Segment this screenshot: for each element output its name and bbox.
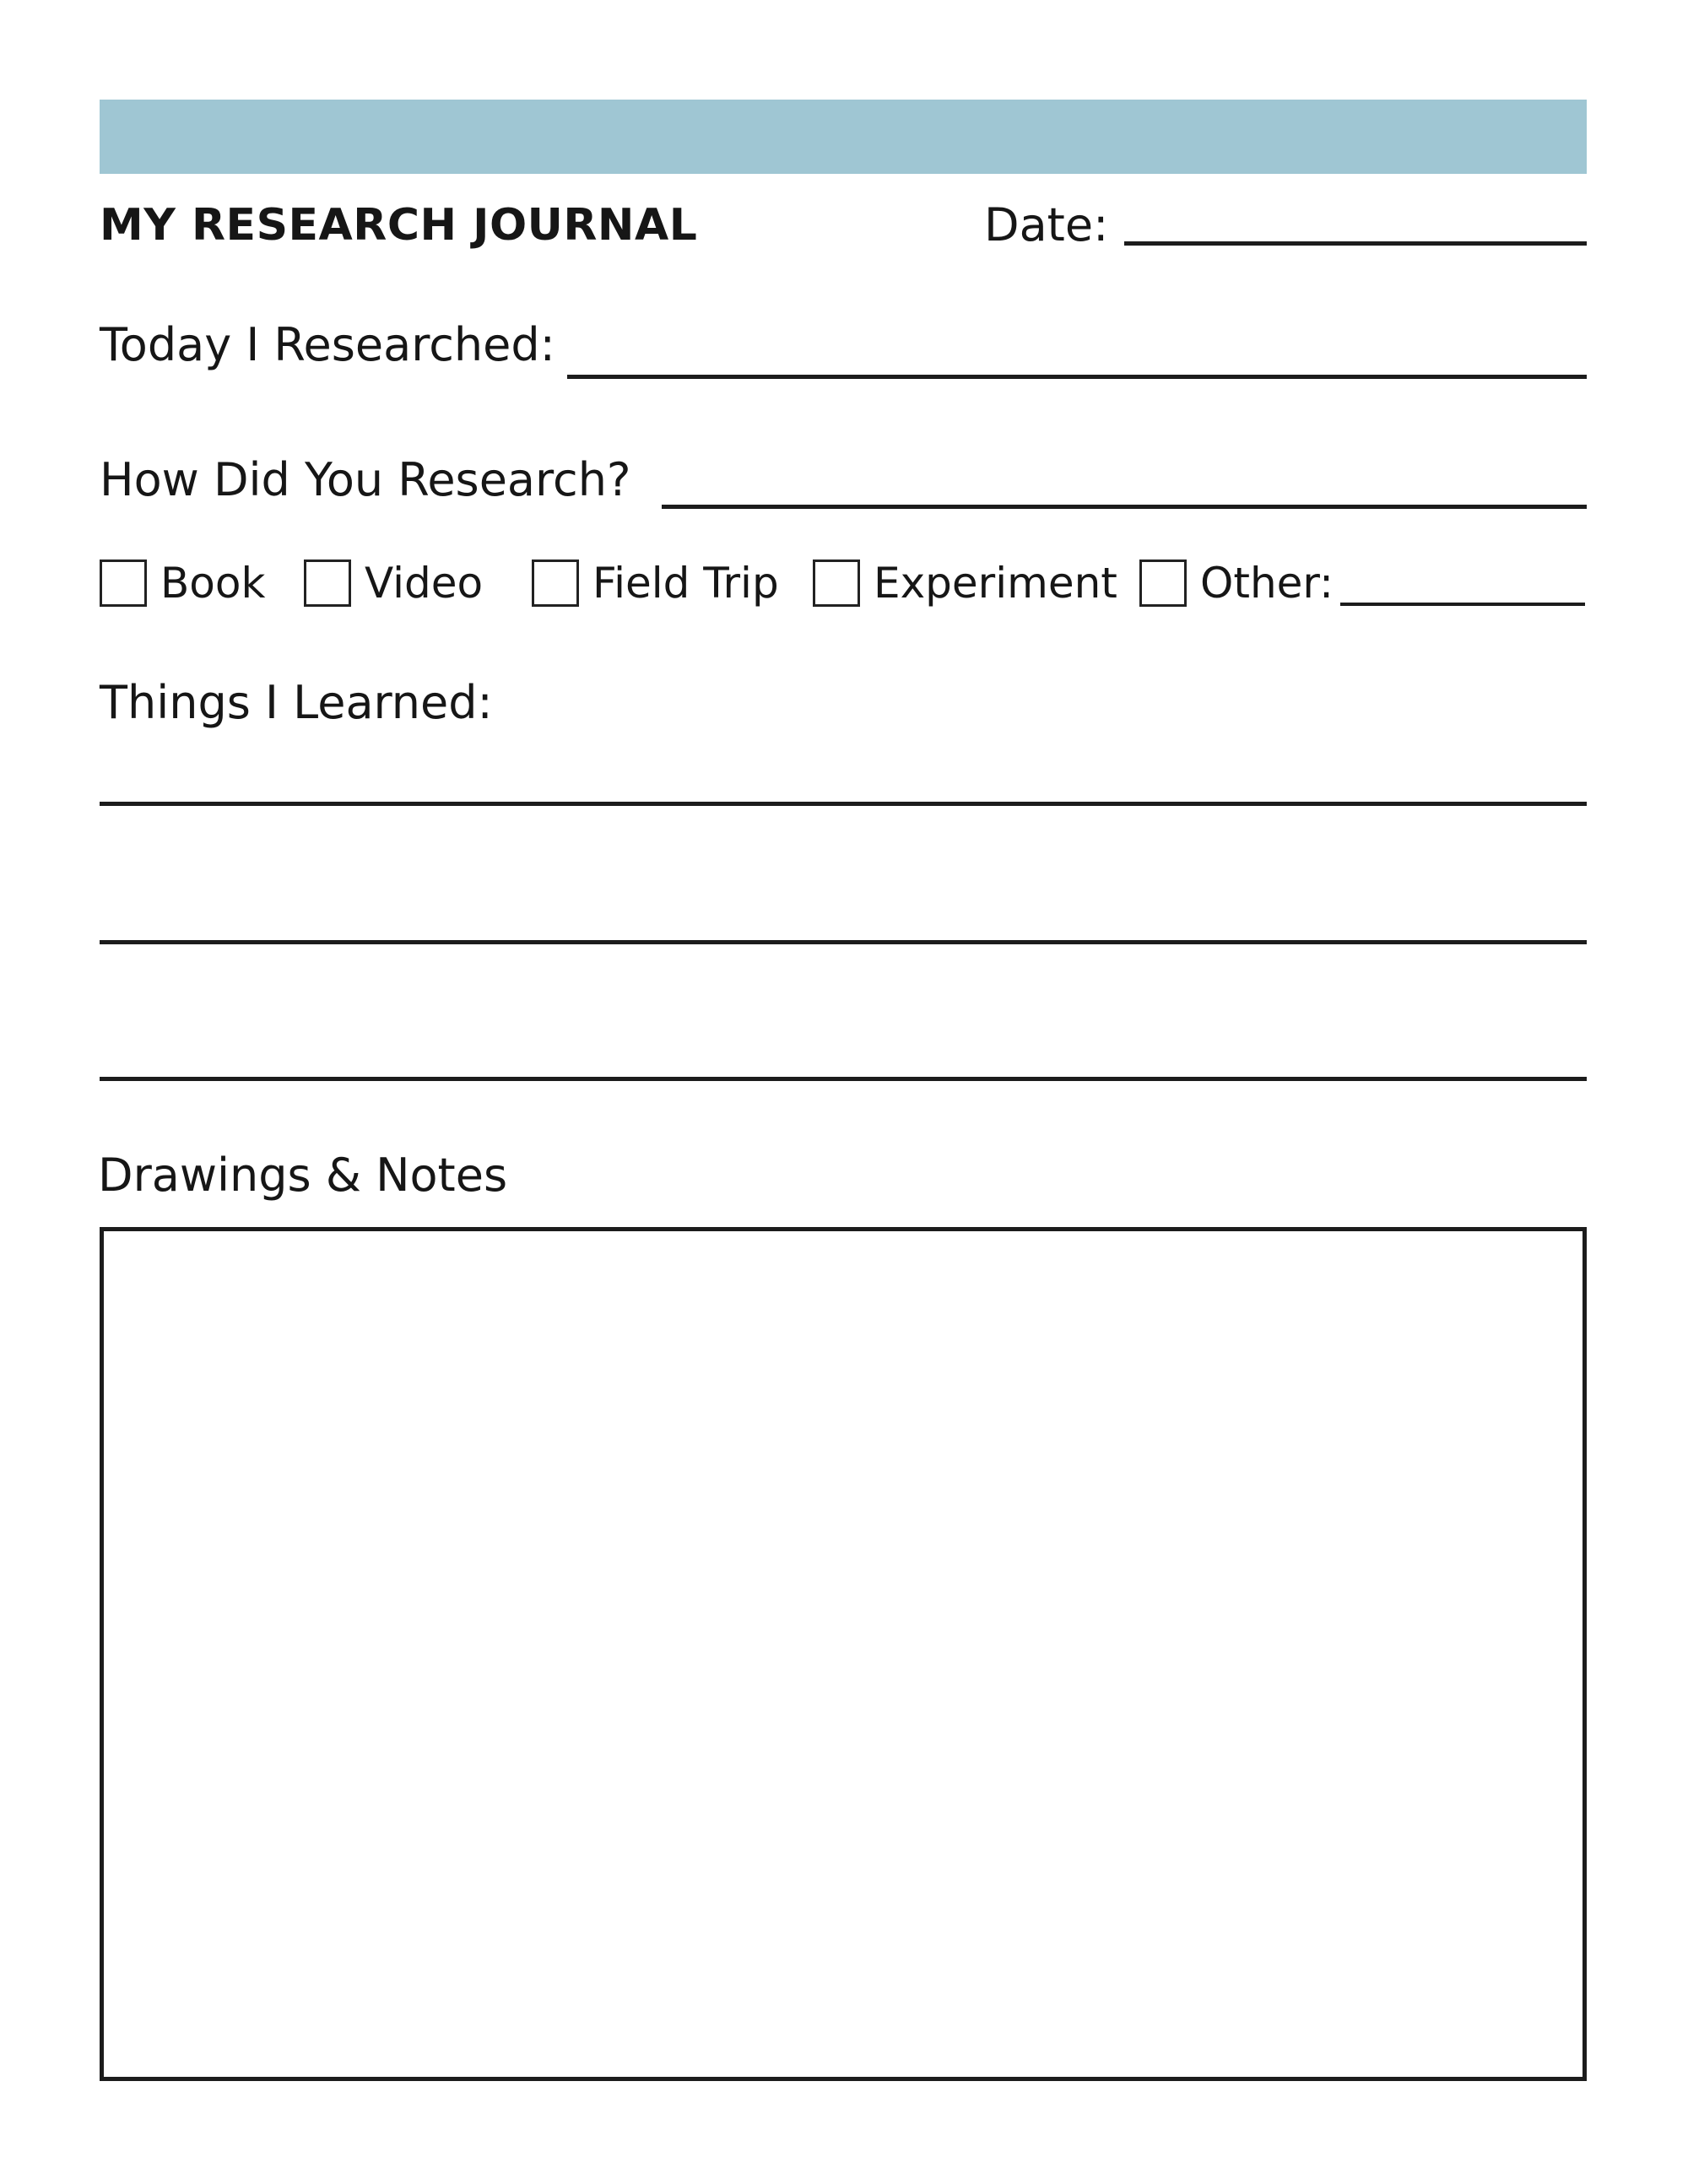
things-learned-label: Things I Learned:: [100, 676, 493, 729]
how-researched-label: How Did You Research?: [100, 453, 631, 506]
how-researched-field[interactable]: [662, 505, 1587, 509]
learned-line[interactable]: [100, 1077, 1587, 1081]
other-label: Other:: [1200, 559, 1334, 608]
book-checkbox[interactable]: [100, 560, 147, 607]
date-label: Date:: [984, 198, 1109, 251]
other-field[interactable]: [1340, 603, 1585, 606]
experiment-label: Experiment: [874, 559, 1117, 608]
option-experiment[interactable]: [813, 557, 1117, 609]
field-trip-label: Field Trip: [592, 559, 779, 608]
today-researched-field[interactable]: [567, 375, 1587, 379]
other-checkbox[interactable]: [1139, 560, 1187, 607]
option-video[interactable]: [304, 557, 483, 609]
drawings-notes-label: Drawings & Notes: [98, 1149, 508, 1202]
date-field[interactable]: [1124, 241, 1587, 246]
page-title: MY RESEARCH JOURNAL: [100, 200, 698, 251]
video-checkbox[interactable]: [304, 560, 351, 607]
drawings-notes-box[interactable]: [100, 1227, 1587, 2081]
today-researched-label: Today I Researched:: [100, 318, 555, 371]
option-field-trip[interactable]: [532, 557, 779, 609]
learned-line[interactable]: [100, 940, 1587, 944]
video-label: Video: [365, 559, 484, 608]
option-other[interactable]: [1139, 557, 1334, 609]
book-label: Book: [160, 559, 266, 608]
header-color-band: [100, 100, 1587, 174]
experiment-checkbox[interactable]: [813, 560, 860, 607]
option-book[interactable]: [100, 557, 265, 609]
field-trip-checkbox[interactable]: [532, 560, 579, 607]
learned-line[interactable]: [100, 802, 1587, 806]
